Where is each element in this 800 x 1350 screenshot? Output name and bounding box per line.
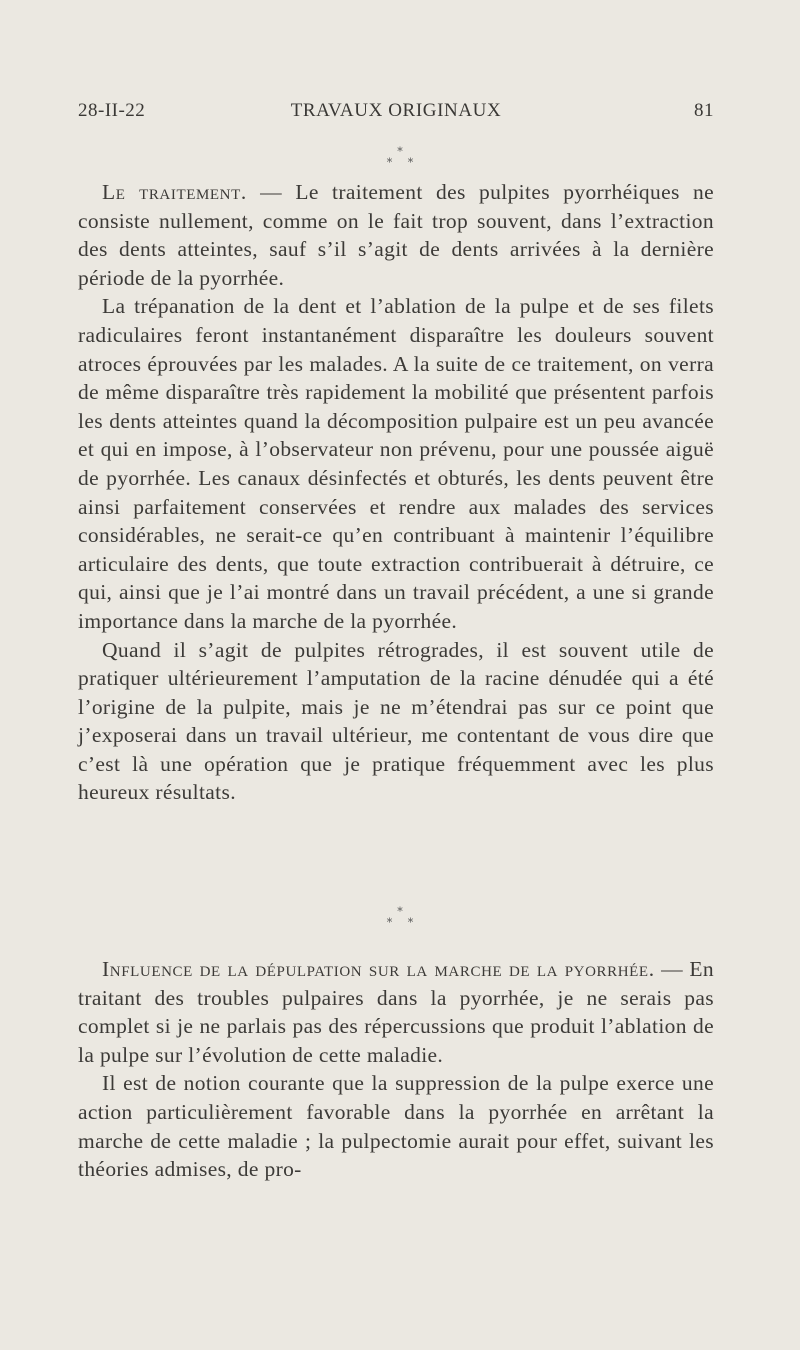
asterism-ornament — [370, 906, 430, 932]
section-intro-text: — Le traitement des pulpites pyorrhéiques ne consiste nullement, comme on le fait trop souvent, dans l’extraction des dents atteintes, sauf s’il s’agit de dents arrivées à la dernière période de la pyorrhée. — [78, 180, 714, 290]
asterism-bottom: * * — [386, 156, 420, 169]
body-paragraph: Il est de notion courante que la suppression de la pulpe exerce une action particulièrement favorable dans la pyorrhée en arrêtant la marche de cette maladie ; la pulpectomie aurait pour effet, suivant les théories admises, de pro- — [78, 1071, 714, 1182]
running-head — [78, 100, 714, 126]
header-date: 28-II-22 — [78, 100, 146, 121]
asterism-top: * — [397, 905, 403, 918]
body-paragraph: Quand il s’agit de pulpites rétrogrades, il est souvent utile de pratiquer ultérieurement l’amputation de la racine dénudée qui a été l’origine de la pulpite, mais je ne m’étendrai pas sur ce point que j’exposerai dans un travail ultérieur, me contentant de vous dire que c’est là une opération que je pratique fréquemment avec les plus heureux résultats. — [78, 637, 714, 805]
section-heading: Le traitement. — [102, 180, 247, 204]
section-influence — [78, 955, 714, 1184]
page-number: 81 — [694, 100, 714, 121]
asterism-bottom: * * — [386, 916, 420, 929]
header-title: TRAVAUX ORIGINAUX — [290, 100, 502, 121]
section-heading: Influence de la dépulpation sur la marche de la pyorrhée. — [102, 957, 655, 981]
section-intro-paragraph — [78, 955, 714, 1069]
section-traitement — [78, 178, 714, 807]
body-paragraph: La trépanation de la dent et l’ablation de la pulpe et de ses filets radiculaires feront instantanément disparaître les douleurs souvent atroces éprouvées par les malades. A la suite de ce traitement, on verra de même disparaître très rapidement la mobilité que présentent parfois les dents atteintes quand la décomposition pulpaire est un peu avancée et qui en impose, à l’observateur non prévenu, pour une poussée aiguë de pyorrhée. Les canaux désinfectés et obturés, les dents peuvent être ainsi parfaitement conservées et rendre aux malades des services considérables, ne serait-ce qu’en contribuant à maintenir l’équilibre articulaire des dents, que toute extraction contribuerait à détruire, ce qui, ainsi que je l’ai montré dans un travail précédent, a une si grande importance dans la marche de la pyorrhée. — [78, 294, 714, 633]
section-intro-paragraph — [78, 178, 714, 292]
section-intro-text: — En traitant des troubles pulpaires dans la pyorrhée, je ne serais pas complet si je ne parlais pas des répercussions que produit l’ablation de la pulpe sur l’évolution de cette maladie. — [78, 957, 714, 1067]
asterism-ornament — [370, 146, 430, 172]
asterism-top: * — [397, 145, 403, 158]
